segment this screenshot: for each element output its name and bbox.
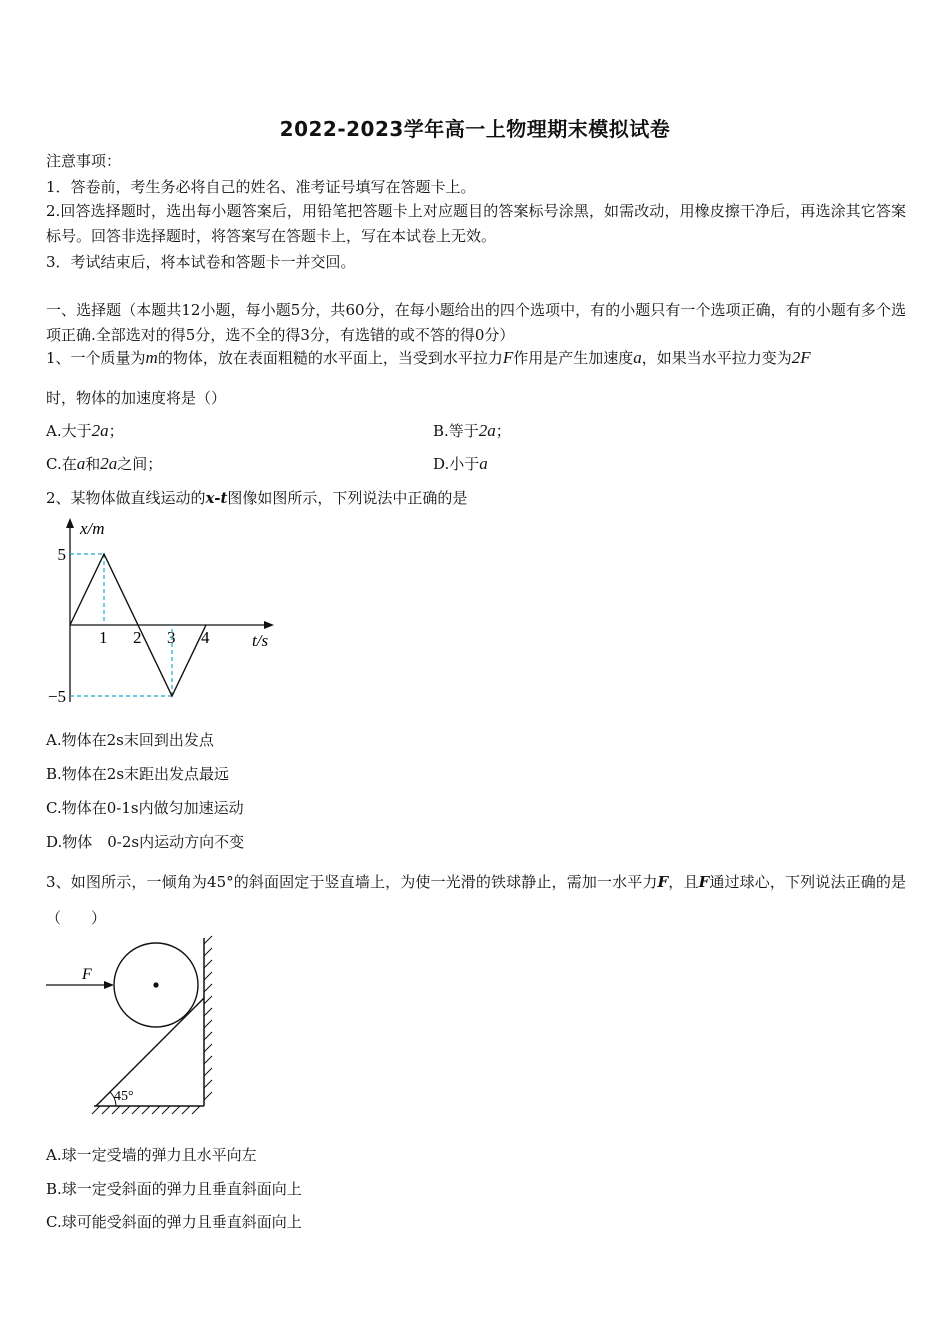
x-tick-label: 1	[99, 628, 108, 647]
force-arrow-head	[104, 981, 114, 989]
q2-option-d[interactable]: D.物体 0-2s内运动方向不变	[46, 833, 245, 851]
y-axis-label: x/m	[80, 519, 105, 538]
q2-option-c[interactable]: C.物体在0-1s内做匀加速运动	[46, 799, 244, 817]
section-heading: 一、选择题（本题共12小题，每小题5分，共60分，在每小题给出的四个选项中，有的小题只有一个选项正确，有的小题有多个选项正确.全部选对的得5分，选不全的得3分，有选错的或不答的得0分）	[46, 301, 906, 344]
y-tick-label: −5	[47, 687, 66, 706]
q1-option-d[interactable]: D.小于a	[433, 454, 488, 473]
wall-hatching	[204, 936, 212, 1100]
xt-graph	[40, 512, 290, 712]
ball-center	[153, 982, 158, 987]
ground-hatching	[92, 1106, 200, 1114]
question-3-stem: 3、如图所示，一倾角为45°的斜面固定于竖直墙上，为使一光滑的铁球静止，需加一水平力F，且F通过球心，下列说法正确的是（ ）	[46, 873, 906, 927]
notice-item-2: 2.回答选择题时，选出每小题答案后，用铅笔把答题卡上对应题目的答案标号涂黑，如需改动，用橡皮擦干净后，再选涂其它答案标号。回答非选择题时，将答案写在答题卡上，写在本试卷上无效。	[46, 202, 906, 245]
x-axis-label: t/s	[252, 631, 269, 650]
x-tick-label: 3	[167, 628, 176, 647]
incline-surface	[96, 998, 204, 1106]
q3-option-b[interactable]: B.球一定受斜面的弹力且垂直斜面向上	[46, 1180, 302, 1198]
q2-option-b[interactable]: B.物体在2s末距出发点最远	[46, 765, 230, 783]
force-label: F	[82, 966, 92, 983]
q1-option-b[interactable]: B.等于2a；	[433, 421, 511, 440]
q1-option-c[interactable]: C.在a和2a之间；	[46, 454, 163, 473]
notice-item-3: 3．考试结束后，将本试卷和答题卡一并交回。	[46, 253, 356, 271]
x-tick-label: 2	[133, 628, 142, 647]
y-axis-arrow	[66, 518, 74, 528]
x-tick-label: 4	[201, 628, 210, 647]
question-1-stem: 1、一个质量为m的物体，放在表面粗糙的水平面上，当受到水平拉力F作用是产生加速度a，如果当水平拉力变为2F	[46, 348, 811, 367]
x-axis-arrow	[264, 621, 274, 629]
q1-option-a[interactable]: A.大于2a；	[46, 421, 124, 440]
notice-heading: 注意事项：	[46, 152, 122, 170]
question-1-stem-cont: 时，物体的加速度将是（）	[46, 389, 227, 407]
page-title: 2022-2023学年高一上物理期末模拟试卷	[279, 117, 671, 141]
angle-label: 45°	[114, 1089, 134, 1104]
q3-option-c[interactable]: C.球可能受斜面的弹力且垂直斜面向上	[46, 1213, 302, 1231]
notice-item-1: 1．答卷前，考生务必将自己的姓名、准考证号填写在答题卡上。	[46, 178, 476, 196]
y-tick-label: 5	[57, 545, 66, 564]
question-2-stem: 2、某物体做直线运动的x-t图像如图所示，下列说法中正确的是	[46, 489, 468, 507]
incline-ball-figure	[40, 930, 220, 1120]
q3-option-a[interactable]: A.球一定受墙的弹力且水平向左	[46, 1146, 257, 1164]
q2-option-a[interactable]: A.物体在2s末回到出发点	[46, 731, 214, 749]
